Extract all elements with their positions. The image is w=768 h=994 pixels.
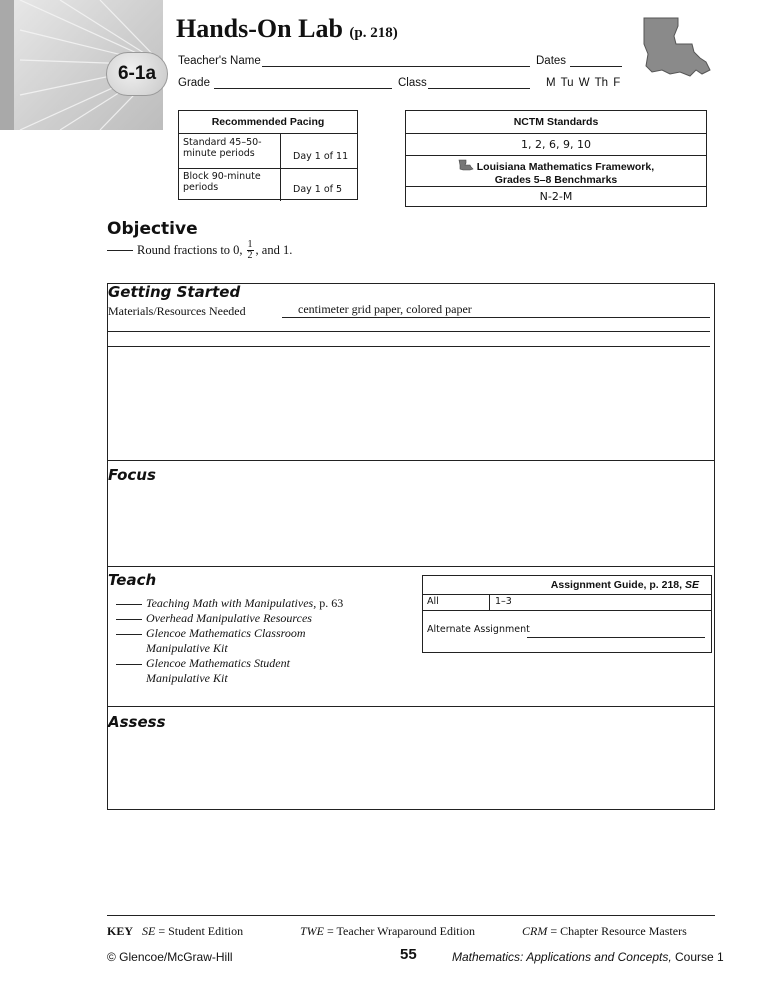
class-field[interactable]: [428, 88, 530, 89]
resource-check-blank[interactable]: [116, 634, 142, 635]
lesson-badge: 6-1a: [106, 52, 168, 96]
title-page-ref: (p. 218): [349, 25, 398, 41]
key-twe: [300, 924, 475, 939]
class-label: Class: [398, 77, 427, 89]
focus-heading: Focus: [108, 466, 156, 484]
teach-heading: Teach: [108, 571, 157, 589]
materials-label: Materials/Resources Needed: [108, 304, 246, 318]
louisiana-state-icon: [640, 14, 712, 80]
objective-heading: Objective: [107, 219, 198, 239]
nctm-standards-list: 1, 2, 6, 9, 10: [521, 138, 591, 151]
objective-text-before: Round fractions to 0,: [137, 243, 243, 257]
materials-line-2[interactable]: [108, 331, 710, 332]
materials-field[interactable]: [282, 317, 710, 318]
alternate-assignment-label: Alternate Assignment: [427, 624, 530, 635]
book-course: Course 1: [671, 950, 724, 964]
grade-field[interactable]: [214, 88, 392, 89]
assignment-guide-box: [422, 575, 712, 653]
book-title-text: Mathematics: Applications and Concepts,: [452, 950, 672, 964]
nctm-heading: NCTM Standards: [406, 111, 706, 134]
resource-title: Teaching Math with Manipulatives,: [146, 596, 317, 610]
teacher-name-label: Teacher's Name: [178, 55, 261, 67]
resource-title: Manipulative Kit: [146, 641, 228, 655]
dates-field[interactable]: [570, 66, 622, 67]
key-divider: [107, 915, 715, 916]
key-crm-abbr: CRM: [522, 924, 548, 938]
assess-heading: Assess: [108, 713, 166, 731]
resource-title: Glencoe Mathematics Student: [146, 656, 290, 670]
assignment-heading-se: SE: [684, 579, 699, 591]
objective-item: [107, 240, 292, 261]
resource-check-blank[interactable]: [116, 664, 142, 665]
key-twe-text: = Teacher Wraparound Edition: [324, 924, 475, 938]
assignment-heading-text: Assignment Guide, p. 218,: [550, 579, 683, 591]
teach-resource-item: [116, 656, 290, 671]
materials-value: centimeter grid paper, colored paper: [298, 302, 472, 316]
page-title: [176, 14, 398, 44]
resource-check-blank[interactable]: [116, 619, 142, 620]
pacing-row-label: Block 90-minute periods: [183, 171, 261, 193]
key-se-abbr: SE: [142, 924, 156, 938]
page-number: 55: [400, 946, 417, 963]
nctm-standards-box: [405, 110, 707, 207]
resource-title: Glencoe Mathematics Classroom: [146, 626, 306, 640]
copyright: © Glencoe/McGraw-Hill: [107, 950, 233, 964]
fraction-numerator: 1: [247, 239, 253, 250]
key-twe-abbr: TWE: [300, 924, 324, 938]
grade-label: Grade: [178, 77, 210, 89]
resource-page: p. 63: [316, 596, 344, 610]
key-crm: [522, 924, 687, 939]
key-label: KEY: [107, 924, 134, 938]
key-legend: [107, 924, 243, 939]
dates-label: Dates: [536, 55, 567, 67]
assignment-guide-heading: [423, 579, 711, 591]
lesson-sections: [107, 283, 715, 810]
teach-resource-continuation: [146, 671, 228, 686]
resource-title: Overhead Manipulative Resources: [146, 611, 312, 625]
teacher-name-field[interactable]: [262, 66, 530, 67]
objective-text-after: , and 1.: [255, 243, 293, 257]
teach-resource-item: [116, 596, 343, 611]
teach-resource-item: [116, 626, 306, 641]
book-title: [452, 950, 724, 964]
resource-title: Manipulative Kit: [146, 671, 228, 685]
fraction-denominator: 2: [247, 250, 253, 261]
framework-line-2: Grades 5–8 Benchmarks: [494, 174, 618, 186]
resource-check-blank[interactable]: [116, 604, 142, 605]
getting-started-heading: Getting Started: [108, 283, 241, 301]
fraction-one-half: [247, 240, 254, 261]
pacing-table: [178, 110, 358, 200]
assignment-all-value: 1–3: [495, 596, 512, 607]
alternate-assignment-field[interactable]: [527, 637, 705, 638]
pacing-row-value: Day 1 of 5: [293, 184, 343, 195]
teach-resource-item: [116, 611, 312, 626]
title-text: Hands-On Lab: [176, 14, 343, 43]
pacing-heading: Recommended Pacing: [179, 111, 357, 134]
pacing-row-value: Day 1 of 11: [293, 151, 349, 162]
louisiana-small-icon: [458, 159, 474, 171]
key-se-text: = Student Edition: [155, 924, 244, 938]
assignment-all-label: All: [427, 596, 439, 607]
framework-line-1: Louisiana Mathematics Framework,: [476, 161, 655, 173]
objective-check-blank[interactable]: [107, 250, 133, 251]
teach-resource-continuation: [146, 641, 228, 656]
pacing-row-label: Standard 45–50-minute periods: [183, 137, 262, 159]
header-stripe: [0, 0, 14, 130]
weekday-options[interactable]: M Tu W Th F: [546, 77, 621, 89]
materials-line-3[interactable]: [108, 346, 710, 347]
key-crm-text: = Chapter Resource Masters: [547, 924, 687, 938]
benchmark-code: N-2-M: [539, 190, 573, 203]
